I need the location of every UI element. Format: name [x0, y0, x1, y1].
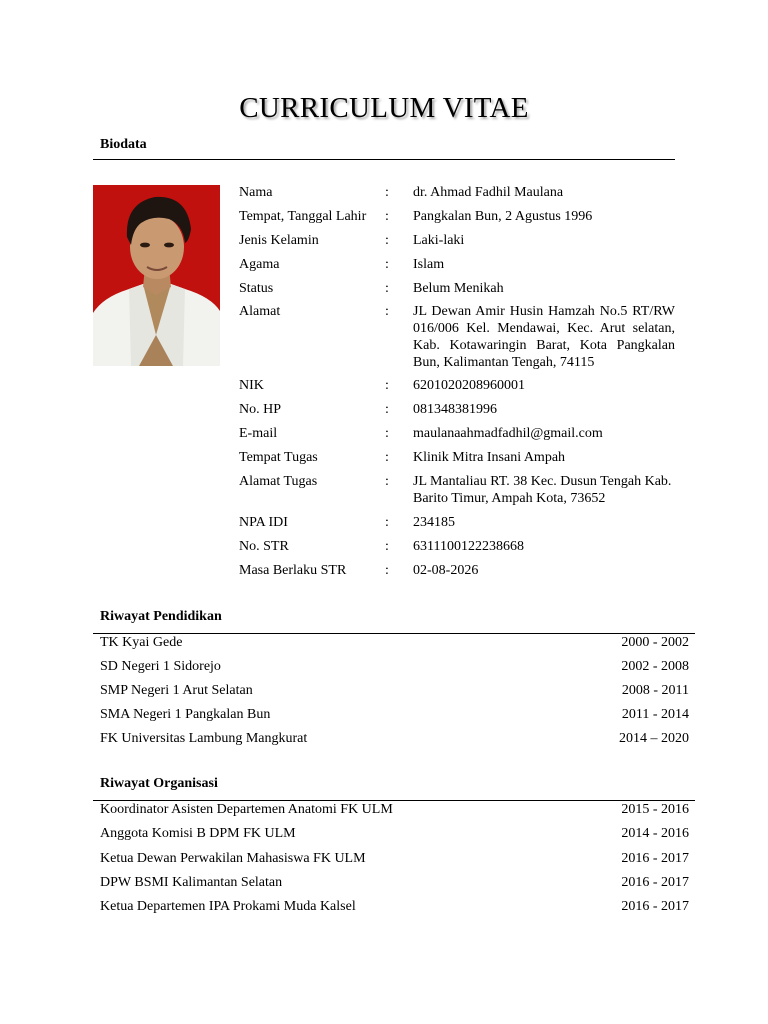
- page-title: CURRICULUM VITAE: [239, 92, 529, 124]
- biodata-label: Nama: [239, 185, 273, 200]
- organization-row-name: DPW BSMI Kalimantan Selatan: [100, 875, 283, 890]
- education-row-years: 2008 - 2011: [621, 683, 689, 698]
- biodata-label: No. STR: [239, 539, 289, 554]
- education-row-years: 2011 - 2014: [621, 707, 689, 722]
- profile-photo: [93, 185, 220, 366]
- biodata-label: NPA IDI: [239, 515, 288, 530]
- biodata-value: Klinik Mitra Insani Ampah: [413, 450, 566, 465]
- biodata-colon: :: [385, 281, 389, 296]
- section-heading-education: Riwayat Pendidikan: [100, 609, 222, 624]
- biodata-value: 234185: [413, 515, 455, 530]
- organization-row-years: 2016 - 2017: [621, 899, 689, 914]
- biodata-colon: :: [385, 563, 389, 578]
- biodata-value: Laki-laki: [413, 233, 465, 248]
- biodata-colon: :: [385, 515, 389, 530]
- biodata-value: Pangkalan Bun, 2 Agustus 1996: [413, 209, 593, 224]
- biodata-label: Masa Berlaku STR: [239, 563, 347, 578]
- biodata-colon: :: [385, 257, 389, 272]
- biodata-label: Agama: [239, 257, 280, 272]
- biodata-label: Status: [239, 281, 274, 296]
- education-row-name: FK Universitas Lambung Mangkurat: [100, 731, 308, 746]
- biodata-value: dr. Ahmad Fadhil Maulana: [413, 185, 564, 200]
- biodata-colon: :: [385, 209, 389, 224]
- biodata-colon: :: [385, 474, 389, 489]
- biodata-label: E-mail: [239, 426, 278, 441]
- organization-row-name: Koordinator Asisten Departemen Anatomi FK ULM: [100, 802, 393, 817]
- education-row-years: 2002 - 2008: [621, 659, 689, 674]
- organization-row-name: Ketua Departemen IPA Prokami Muda Kalsel: [100, 899, 356, 914]
- section-heading-organization: Riwayat Organisasi: [100, 776, 218, 791]
- biodata-value: 081348381996: [413, 402, 497, 417]
- biodata-label: Jenis Kelamin: [239, 233, 319, 248]
- biodata-colon: :: [385, 402, 389, 417]
- education-divider: [93, 633, 695, 634]
- education-row-name: SMA Negeri 1 Pangkalan Bun: [100, 707, 271, 722]
- organization-row-name: Ketua Dewan Perwakilan Mahasiswa FK ULM: [100, 851, 366, 866]
- organization-row-years: 2014 - 2016: [621, 826, 689, 841]
- section-heading-biodata: Biodata: [100, 137, 147, 152]
- biodata-colon: :: [385, 304, 389, 319]
- biodata-value: 02-08-2026: [413, 563, 479, 578]
- biodata-label: Tempat, Tanggal Lahir: [239, 209, 367, 224]
- education-row-years: 2000 - 2002: [621, 635, 689, 650]
- biodata-colon: :: [385, 378, 389, 393]
- organization-row-years: 2016 - 2017: [621, 875, 689, 890]
- biodata-colon: :: [385, 233, 389, 248]
- organization-row-name: Anggota Komisi B DPM FK ULM: [100, 826, 296, 841]
- biodata-label: NIK: [239, 378, 264, 393]
- biodata-value: JL Mantaliau RT. 38 Kec. Dusun Tengah Kab. Barito Timur, Ampah Kota, 73652: [413, 474, 672, 506]
- education-row-name: SMP Negeri 1 Arut Selatan: [100, 683, 253, 698]
- education-row-name: SD Negeri 1 Sidorejo: [100, 659, 221, 674]
- biodata-label: Alamat: [239, 304, 281, 319]
- biodata-value: Belum Menikah: [413, 281, 504, 296]
- biodata-label: Alamat Tugas: [239, 474, 318, 489]
- biodata-value: 6201020208960001: [413, 378, 525, 393]
- biodata-value: maulanaahmadfadhil@gmail.com: [413, 426, 603, 441]
- biodata-value: 6311100122238668: [413, 539, 524, 554]
- biodata-divider: [93, 159, 675, 160]
- biodata-label: No. HP: [239, 402, 282, 417]
- biodata-value: Islam: [413, 257, 445, 272]
- biodata-colon: :: [385, 426, 389, 441]
- education-row-name: TK Kyai Gede: [100, 635, 183, 650]
- biodata-label: Tempat Tugas: [239, 450, 318, 465]
- biodata-colon: :: [385, 450, 389, 465]
- biodata-colon: :: [385, 185, 389, 200]
- organization-row-years: 2016 - 2017: [621, 851, 689, 866]
- education-row-years: 2014 – 2020: [619, 731, 689, 746]
- biodata-value: JL Dewan Amir Husin Hamzah No.5 RT/RW 016/006 Kel. Mendawai, Kec. Arut selatan, Kab. Kotawaringin Barat, Kota Pangkalan Bun, Kalimantan Tengah, 74115: [413, 304, 675, 370]
- biodata-colon: :: [385, 539, 389, 554]
- organization-row-years: 2015 - 2016: [621, 802, 689, 817]
